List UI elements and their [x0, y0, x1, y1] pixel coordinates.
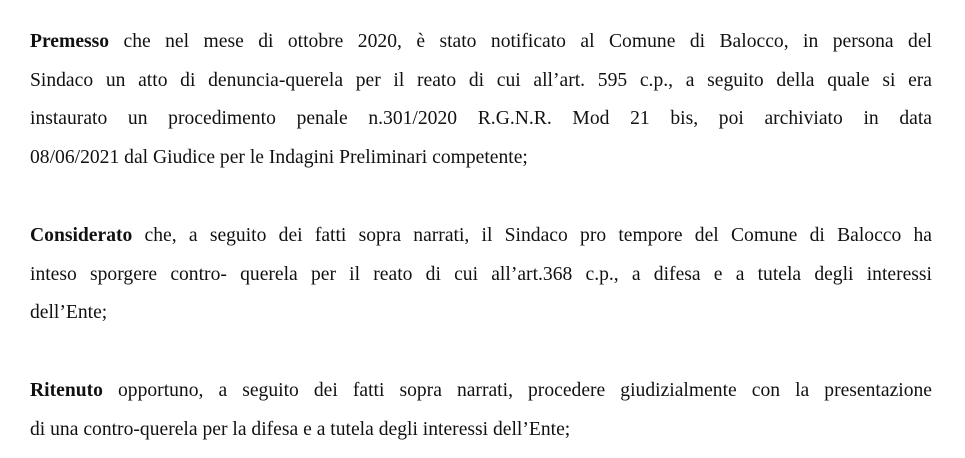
paragraph-line [30, 217, 932, 256]
paragraph-line: di una contro-querela per la difesa e a tutela degli interessi dell’Ente; [30, 418, 571, 440]
paragraph-considerato [30, 217, 932, 333]
paragraph-line-text: opportuno, a seguito dei fatti sopra narrati, procedere giudizialmente con la presentazione [102, 380, 932, 401]
paragraph-line: dell’Ente; [30, 302, 108, 324]
paragraph-line-text: che nel mese di ottobre 2020, è stato notificato al Comune di Balocco, in persona del [109, 31, 932, 52]
paragraph-line [30, 372, 932, 411]
paragraph-lead-word: Premesso [30, 31, 110, 52]
paragraph-line: instaurato un procedimento penale n.301/2020 R.G.N.R. Mod 21 bis, poi archiviato in data [30, 108, 932, 130]
paragraph-lead-word: Ritenuto [30, 380, 103, 401]
paragraph-line: 08/06/2021 dal Giudice per le Indagini Preliminari competente; [30, 147, 528, 169]
paragraph-line [30, 23, 932, 62]
paragraph-line: Sindaco un atto di denuncia-querela per il reato di cui all’art. 595 c.p., a seguito della quale si era [30, 69, 932, 91]
paragraph-lead-word: Considerato [30, 225, 133, 246]
paragraph-ritenuto [30, 372, 932, 449]
paragraph-line-text: che, a seguito dei fatti sopra narrati, il Sindaco pro tempore del Comune di Balocco ha [132, 225, 932, 246]
paragraph-line: inteso sporgere contro- querela per il reato di cui all’art.368 c.p., a difesa e a tutela degli interessi [30, 263, 932, 285]
paragraph-premesso [30, 23, 932, 178]
